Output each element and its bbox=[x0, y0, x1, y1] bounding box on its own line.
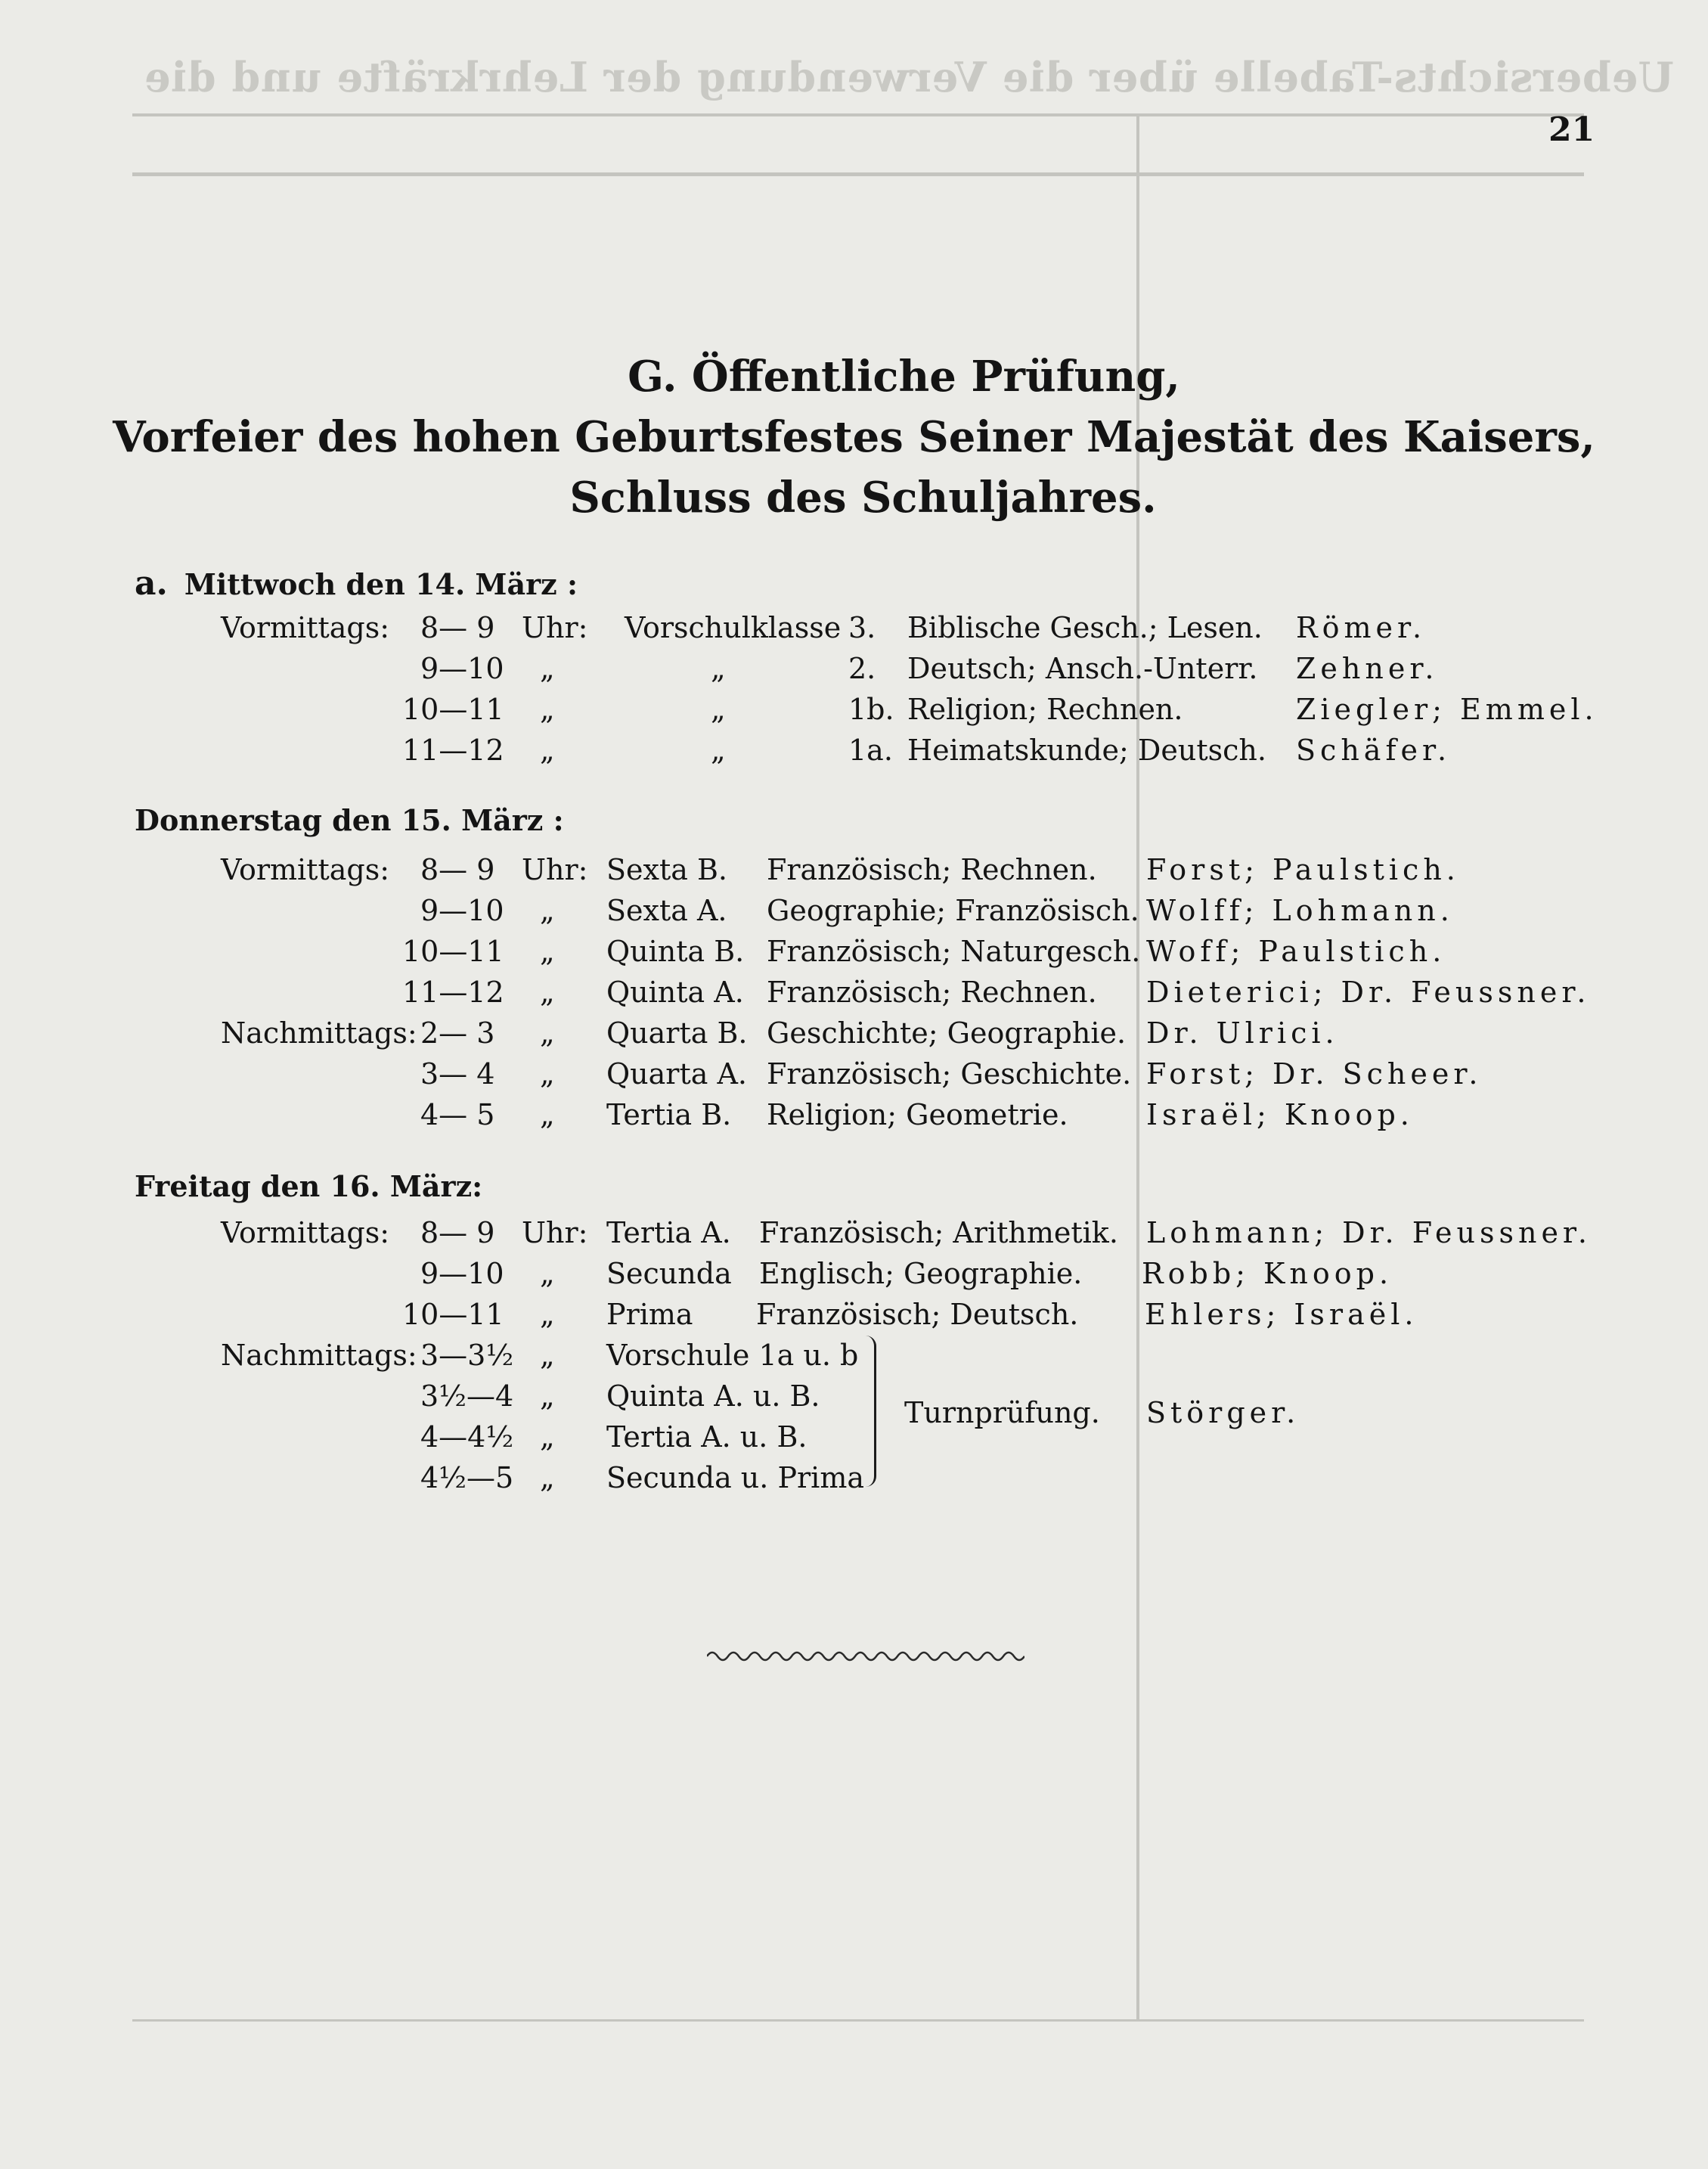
examiner-names: Störger. bbox=[1146, 1396, 1300, 1429]
day-heading: Freitag den 16. März: bbox=[135, 1169, 483, 1203]
exam-subjects: Französisch; Deutsch. bbox=[756, 1298, 1079, 1331]
time-unit: Uhr: bbox=[522, 1216, 588, 1249]
class-name: Tertia A. bbox=[606, 1216, 731, 1249]
bleed-through-heading: Uebersichts-Tabelle über die Verwendung der Lehrkräfte und die bbox=[144, 53, 1675, 101]
time-slot: 9—10 bbox=[420, 652, 504, 685]
ditto-mark: „ bbox=[540, 734, 555, 767]
day-heading-text: Mittwoch den 14. März : bbox=[184, 567, 578, 601]
exam-subjects: Geschichte; Geographie. bbox=[767, 1016, 1127, 1050]
section-title-line-3: Schluss des Schuljahres. bbox=[569, 473, 1157, 523]
time-slot: 10—11 bbox=[402, 935, 504, 968]
examiner-names: Lohmann; Dr. Feussner. bbox=[1146, 1216, 1592, 1249]
examiner-names: Forst; Dr. Scheer. bbox=[1146, 1057, 1483, 1091]
period-label: Vormittags: bbox=[221, 611, 390, 644]
exam-subjects: Heimatskunde; Deutsch. bbox=[907, 734, 1266, 767]
period-label: Vormittags: bbox=[221, 853, 390, 886]
ditto-mark: „ bbox=[540, 976, 555, 1009]
ditto-mark: „ bbox=[540, 1379, 555, 1413]
exam-subjects: Französisch; Naturgesch. bbox=[767, 935, 1141, 968]
class-name: Prima bbox=[606, 1298, 693, 1331]
examiner-names: Wolff; Lohmann. bbox=[1146, 894, 1454, 927]
sub-class: 3. bbox=[848, 611, 876, 644]
class-name: Quarta B. bbox=[606, 1016, 748, 1050]
time-unit: Uhr: bbox=[522, 611, 588, 644]
ditto-mark: „ bbox=[540, 1057, 555, 1091]
time-slot: 10—11 bbox=[402, 1298, 504, 1331]
page-number: 21 bbox=[1548, 110, 1595, 149]
ditto-mark: „ bbox=[540, 894, 555, 927]
sub-class: 1b. bbox=[848, 693, 894, 726]
class-name: Quinta B. bbox=[606, 935, 745, 968]
class-name: Secunda u. Prima bbox=[606, 1461, 865, 1494]
examiner-names: Römer. bbox=[1296, 611, 1427, 644]
class-name: Quinta A. u. B. bbox=[606, 1379, 820, 1413]
exam-subjects: Religion; Geometrie. bbox=[767, 1098, 1068, 1131]
time-slot: 4—4½ bbox=[420, 1420, 514, 1454]
class-name: Quinta A. bbox=[606, 976, 744, 1009]
examiner-names: Zehner. bbox=[1296, 652, 1439, 685]
closing-ornament bbox=[707, 1647, 1024, 1665]
exam-subjects: Geographie; Französisch. bbox=[767, 894, 1139, 927]
time-slot: 8— 9 bbox=[420, 853, 495, 886]
period-label: Nachmittags: bbox=[221, 1016, 417, 1050]
period-label: Nachmittags: bbox=[221, 1339, 417, 1372]
class-name: Quarta A. bbox=[606, 1057, 747, 1091]
class-name: Vorschule 1a u. b bbox=[606, 1339, 859, 1372]
time-slot: 11—12 bbox=[402, 734, 504, 767]
exam-subjects: Französisch; Arithmetik. bbox=[759, 1216, 1118, 1249]
examiner-names: Robb; Knoop. bbox=[1142, 1257, 1393, 1290]
ditto-mark: „ bbox=[540, 693, 555, 726]
ditto-mark: „ bbox=[711, 693, 726, 726]
exam-subjects: Englisch; Geographie. bbox=[759, 1257, 1083, 1290]
class-name: Vorschulklasse bbox=[625, 611, 842, 644]
exam-subjects: Turnprüfung. bbox=[904, 1396, 1100, 1429]
ditto-mark: „ bbox=[540, 1339, 555, 1372]
class-name: Tertia B. bbox=[606, 1098, 732, 1131]
bleed-rule bbox=[132, 113, 1584, 116]
examiner-names: Forst; Paulstich. bbox=[1146, 853, 1460, 886]
time-slot: 3— 4 bbox=[420, 1057, 495, 1091]
class-name: Sexta A. bbox=[606, 894, 727, 927]
exam-subjects: Biblische Gesch.; Lesen. bbox=[907, 611, 1263, 644]
time-slot: 8— 9 bbox=[420, 611, 495, 644]
ditto-mark: „ bbox=[540, 1461, 555, 1494]
ditto-mark: „ bbox=[711, 734, 726, 767]
time-slot: 3½—4 bbox=[420, 1379, 514, 1413]
ditto-mark: „ bbox=[540, 652, 555, 685]
time-slot: 4— 5 bbox=[420, 1098, 495, 1131]
examiner-names: Woff; Paulstich. bbox=[1146, 935, 1446, 968]
day-heading: Donnerstag den 15. März : bbox=[135, 803, 564, 837]
time-slot: 11—12 bbox=[402, 976, 504, 1009]
time-slot: 4½—5 bbox=[420, 1461, 514, 1494]
period-label: Vormittags: bbox=[221, 1216, 390, 1249]
exam-subjects: Französisch; Rechnen. bbox=[767, 853, 1097, 886]
time-slot: 9—10 bbox=[420, 1257, 504, 1290]
bleed-rule bbox=[132, 172, 1584, 176]
time-slot: 8— 9 bbox=[420, 1216, 495, 1249]
ditto-mark: „ bbox=[540, 1098, 555, 1131]
sub-class: 1a. bbox=[848, 734, 893, 767]
time-slot: 2— 3 bbox=[420, 1016, 495, 1050]
section-title-line-2: Vorfeier des hohen Geburtsfestes Seiner Majestät des Kaisers, bbox=[113, 412, 1595, 462]
examiner-names: Ziegler; Emmel. bbox=[1296, 693, 1598, 726]
group-bracket bbox=[862, 1336, 876, 1487]
ditto-mark: „ bbox=[540, 1420, 555, 1454]
examiner-names: Ehlers; Israël. bbox=[1145, 1298, 1418, 1331]
examiner-names: Dieterici; Dr. Feussner. bbox=[1146, 976, 1591, 1009]
ditto-mark: „ bbox=[540, 1016, 555, 1050]
examiner-names: Israël; Knoop. bbox=[1146, 1098, 1414, 1131]
day-heading bbox=[135, 564, 578, 603]
time-slot: 9—10 bbox=[420, 894, 504, 927]
class-name: Sexta B. bbox=[606, 853, 727, 886]
class-name: Secunda bbox=[606, 1257, 732, 1290]
ditto-mark: „ bbox=[711, 652, 726, 685]
time-unit: Uhr: bbox=[522, 853, 588, 886]
exam-subjects: Französisch; Rechnen. bbox=[767, 976, 1097, 1009]
exam-subjects: Deutsch; Ansch.-Unterr. bbox=[907, 652, 1258, 685]
section-title: G. Öffentliche Prüfung, bbox=[628, 352, 1180, 402]
ditto-mark: „ bbox=[540, 935, 555, 968]
ditto-mark: „ bbox=[540, 1257, 555, 1290]
exam-subjects: Religion; Rechnen. bbox=[907, 693, 1183, 726]
examiner-names: Dr. Ulrici. bbox=[1146, 1016, 1339, 1050]
time-slot: 10—11 bbox=[402, 693, 504, 726]
exam-subjects: Französisch; Geschichte. bbox=[767, 1057, 1132, 1091]
time-slot: 3—3½ bbox=[420, 1339, 514, 1372]
class-name: Tertia A. u. B. bbox=[606, 1420, 808, 1454]
bleed-rule bbox=[132, 2019, 1584, 2022]
day-label: a. bbox=[135, 564, 168, 603]
sub-class: 2. bbox=[848, 652, 876, 685]
examiner-names: Schäfer. bbox=[1296, 734, 1452, 767]
ditto-mark: „ bbox=[540, 1298, 555, 1331]
